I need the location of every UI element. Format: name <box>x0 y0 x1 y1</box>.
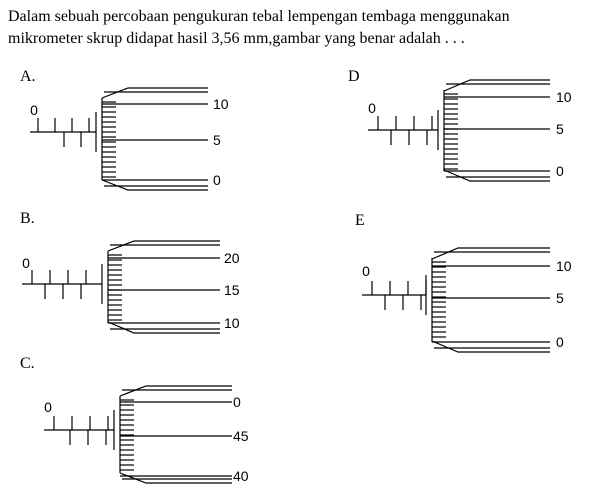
thimble-bottom-edge <box>102 180 208 190</box>
thimble-scale-label: 5 <box>556 121 564 137</box>
thimble-scale-label: 0 <box>213 172 221 188</box>
thimble-scale-label: 15 <box>224 282 240 298</box>
thimble-top-edge <box>120 386 232 396</box>
option-e-label: E <box>355 212 365 229</box>
thimble-scale-label: 10 <box>224 315 240 331</box>
thimble-scale-label: 20 <box>224 250 240 266</box>
thimble-bottom-edge <box>432 341 550 352</box>
thimble-scale-label: 10 <box>556 258 572 274</box>
micrometer-option-c <box>44 386 249 484</box>
main-scale-zero-label: 0 <box>30 102 38 118</box>
main-scale-zero-label: 0 <box>368 100 376 116</box>
thimble-top-edge <box>432 248 550 259</box>
thimble-scale-label: 10 <box>213 96 229 112</box>
option-a-label: A. <box>20 68 36 85</box>
main-scale-zero-label: 0 <box>22 255 30 271</box>
option-b-label: B. <box>20 210 35 227</box>
micrometer-option-a <box>30 88 229 190</box>
option-d-label: D <box>348 68 360 85</box>
thimble-top-edge <box>444 80 550 91</box>
thimble-scale-label: 45 <box>233 428 249 444</box>
thimble-scale-label: 10 <box>556 89 572 105</box>
thimble-scale-label: 40 <box>233 468 249 484</box>
main-scale-zero-label: 0 <box>362 263 370 279</box>
question-line-2: mikrometer skrup didapat hasil 3,56 mm,gambar yang benar adalah . . . <box>8 30 465 47</box>
thimble-bottom-edge <box>120 473 232 483</box>
thimble-bottom-edge <box>108 322 220 333</box>
thimble-top-edge <box>102 88 208 98</box>
thimble-scale-label: 5 <box>556 290 564 306</box>
micrometer-option-b <box>22 241 240 333</box>
thimble-scale-label: 0 <box>233 394 241 410</box>
thimble-scale-label: 5 <box>213 132 221 148</box>
option-c-label: C. <box>20 355 35 372</box>
thimble-scale-label: 0 <box>556 163 564 179</box>
main-scale-zero-label: 0 <box>44 399 52 415</box>
thimble-scale-label: 0 <box>556 334 564 350</box>
micrometer-option-e <box>362 248 572 352</box>
thimble-bottom-edge <box>444 170 550 181</box>
micrometer-option-d <box>368 80 572 181</box>
thimble-top-edge <box>108 241 220 251</box>
question-line-1: Dalam sebuah percobaan pengukuran tebal lempengan tembaga menggunakan <box>8 8 510 25</box>
